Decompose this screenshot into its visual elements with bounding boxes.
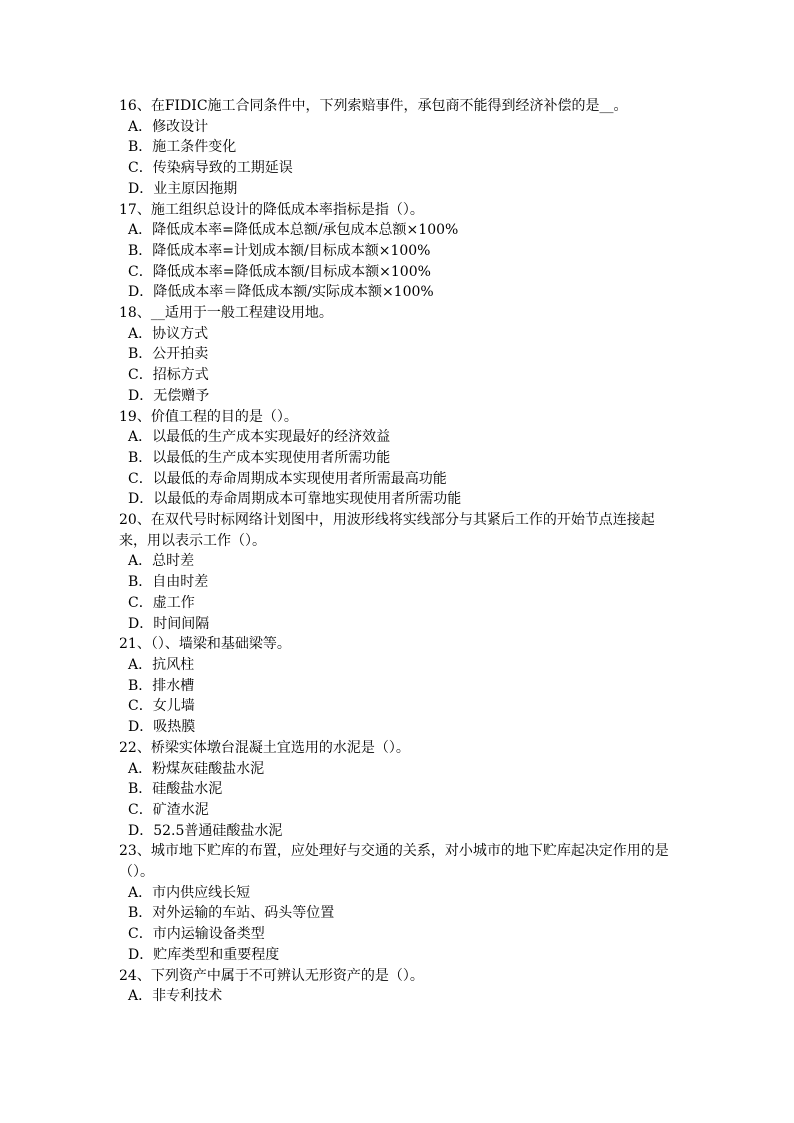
option-b: B．排水槽	[128, 677, 195, 694]
option-d: D．吸热膜	[128, 719, 196, 736]
option-a: A．粉煤灰硅酸盐水泥	[128, 760, 265, 777]
option-c: C．招标方式	[128, 367, 209, 384]
option-c: C．降低成本率=降低成本额/目标成本额×100%	[128, 263, 431, 280]
option-a: A．以最低的生产成本实现最好的经济效益	[128, 429, 391, 446]
option-b: B．自由时差	[128, 574, 209, 591]
option-b: B．以最低的生产成本实现使用者所需功能	[128, 449, 391, 466]
option-d: D．52.5普通硅酸盐水泥	[128, 822, 283, 839]
option-a: A．降低成本率=降低成本总额/承包成本总额×100%	[128, 222, 459, 239]
option-d: D．贮库类型和重要程度	[128, 946, 280, 963]
option-a: A．总时差	[128, 553, 195, 570]
question-stem: 19、价值工程的目的是（）。	[119, 408, 298, 425]
option-a: A．市内供应线长短	[128, 884, 251, 901]
question-21	[119, 634, 679, 738]
option-c: C．矿渣水泥	[128, 801, 209, 818]
option-a: A．修改设计	[128, 118, 209, 135]
question-stem: 17、施工组织总设计的降低成本率指标是指（）。	[119, 201, 424, 218]
option-b: B．硅酸盐水泥	[128, 781, 223, 798]
question-24	[119, 966, 679, 1007]
question-18	[119, 303, 679, 407]
option-c: C．女儿墙	[128, 698, 195, 715]
question-22	[119, 738, 679, 842]
question-19	[119, 407, 679, 511]
question-list	[119, 96, 679, 1007]
option-d: D．业主原因拖期	[128, 180, 238, 197]
question-stem: 18、__适用于一般工程建设用地。	[119, 305, 333, 322]
option-a: A．协议方式	[128, 325, 209, 342]
option-c: C．虚工作	[128, 594, 195, 611]
option-c: C．市内运输设备类型	[128, 926, 265, 943]
option-b: B．降低成本率=计划成本额/目标成本额×100%	[128, 242, 431, 259]
question-stem: 24、下列资产中属于不可辨认无形资产的是（）。	[119, 967, 424, 984]
question-23	[119, 841, 679, 965]
option-d: D．以最低的寿命周期成本可靠地实现使用者所需功能	[128, 491, 462, 508]
question-20	[119, 510, 679, 634]
option-c: C．传染病导致的工期延误	[128, 160, 293, 177]
option-d: D．无偿赠予	[128, 387, 210, 404]
question-stem: 20、在双代号时标网络计划图中，用波形线将实线部分与其紧后工作的开始节点连接起来，用以表示工作（）。	[119, 512, 655, 549]
question-stem: 21、（）、墙梁和基础梁等。	[119, 636, 291, 653]
question-16	[119, 96, 679, 200]
option-c: C．以最低的寿命周期成本实现使用者所需最高功能	[128, 470, 447, 487]
option-d: D．降低成本率＝降低成本额/实际成本额×100%	[128, 284, 434, 301]
option-a: A．非专利技术	[128, 988, 223, 1005]
option-b: B．对外运输的车站、码头等位置	[128, 905, 335, 922]
question-17	[119, 200, 679, 304]
option-a: A．抗风柱	[128, 656, 195, 673]
option-d: D．时间间隔	[128, 615, 210, 632]
option-b: B．公开拍卖	[128, 346, 209, 363]
question-stem: 16、在FIDIC施工合同条件中，下列索赔事件，承包商不能得到经济补偿的是__。	[119, 98, 628, 114]
question-stem: 22、桥梁实体墩台混凝土宜选用的水泥是（）。	[119, 739, 410, 756]
option-b: B．施工条件变化	[128, 139, 237, 156]
question-stem: 23、城市地下贮库的布置，应处理好与交通的关系，对小城市的地下贮库起决定作用的是（）。	[119, 843, 669, 881]
